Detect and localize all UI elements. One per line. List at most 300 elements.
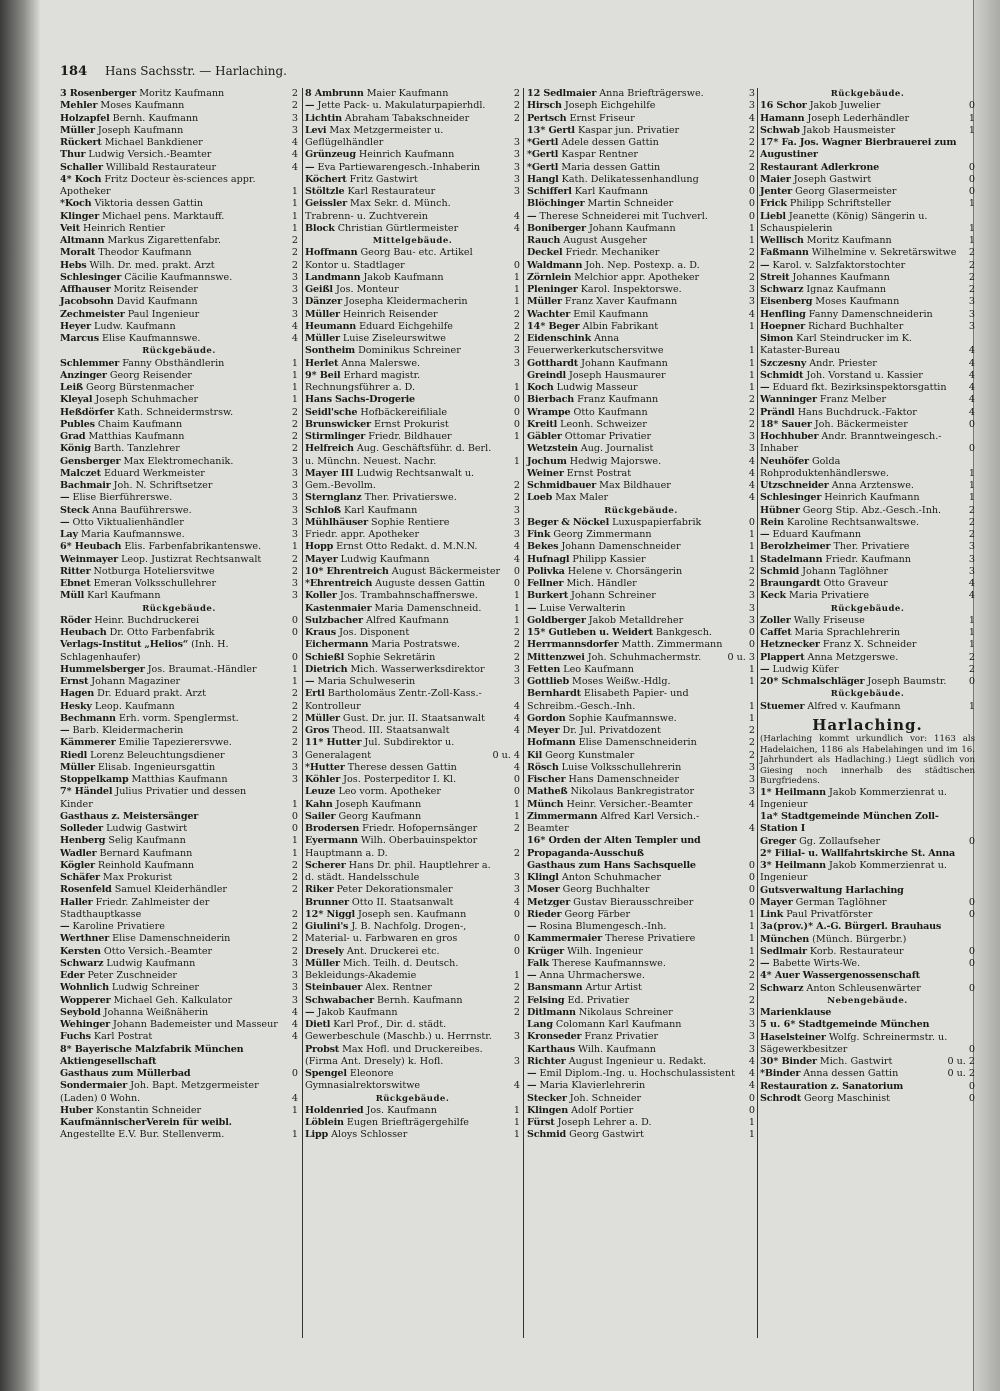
directory-entry (305, 88, 520, 100)
resident-name: Moser (527, 884, 560, 896)
house-number: 9* (305, 369, 317, 381)
resident-name: Marienklause (760, 1007, 832, 1018)
resident-description: Anna Uhrmacherswe. (539, 970, 645, 981)
floor-number: 1 (748, 235, 755, 246)
directory-entry (305, 652, 520, 664)
page-number: 184 (60, 64, 88, 79)
house-number: 5 u. 6* (760, 1019, 796, 1031)
resident-description: Eduard Werkmeister (103, 467, 205, 479)
adjacent-page-edge (973, 0, 1000, 1391)
resident-name: Scherer (305, 859, 346, 871)
directory-entry (527, 174, 755, 186)
resident-name: Altmann (60, 235, 105, 246)
floor-number: 1 (748, 541, 755, 553)
directory-entry (60, 1117, 298, 1142)
floor-number: 3 (748, 1031, 755, 1043)
resident-description: Emil Kaufmann (573, 308, 649, 320)
floor-number: 1 (748, 908, 755, 920)
resident-description: Joh. Vorstand u. Kassier (806, 369, 923, 381)
resident-name: Solleder (60, 823, 103, 834)
directory-entry (760, 505, 975, 517)
floor-number: 2 (748, 957, 755, 969)
resident-description: Ernst Postrat (566, 467, 632, 479)
resident-description: Viktoria dessen Gattin (94, 198, 204, 210)
resident-name: Stoppelkamp (60, 774, 129, 785)
resident-name: Gros (305, 725, 330, 736)
floor-number: 1 (513, 1104, 520, 1116)
floor-number: 3 (513, 149, 520, 161)
floor-number: 1 (291, 1129, 298, 1141)
house-number: 13* (527, 124, 546, 136)
directory-entry (527, 872, 755, 884)
resident-name: Münch (527, 798, 564, 810)
directory-entry (527, 88, 755, 100)
floor-number: 2 (291, 725, 298, 736)
directory-entry (60, 982, 298, 994)
resident-name: Riker (305, 884, 334, 896)
directory-entry (760, 1019, 975, 1031)
resident-name: Koller (305, 590, 337, 602)
directory-entry (60, 774, 298, 786)
resident-description: Albin Fabrikant (582, 320, 659, 332)
directory-entry (760, 554, 975, 566)
resident-name: Löblein (305, 1117, 344, 1128)
directory-entry (305, 505, 520, 517)
directory-entry (527, 884, 755, 896)
resident-description: Ludwig Kaufmann (106, 957, 196, 969)
directory-entry (527, 296, 755, 308)
resident-name: Rückert (60, 137, 102, 148)
resident-name: Thur (60, 149, 86, 161)
directory-entry (760, 946, 975, 958)
resident-description: Michael Bankdiener (104, 137, 203, 148)
directory-entry (760, 578, 975, 590)
house-number: 14* (527, 320, 546, 332)
directory-entry (527, 443, 755, 455)
resident-description: Eva Partiewarengesch.-Inhaberin (317, 161, 481, 173)
resident-description: Maria Schulweserin (317, 676, 416, 687)
resident-name: Gotthardt (527, 357, 579, 369)
resident-description: Emil Diplom.-Ing. u. Hochschulassistent (539, 1068, 735, 1079)
resident-description: Johann Bademeister und Masseur (113, 1019, 278, 1030)
directory-entry (305, 443, 520, 468)
resident-description: Heinrich Reisender (342, 308, 438, 320)
resident-name: Schmalschläger (781, 676, 865, 687)
floor-number: 1 (291, 1104, 298, 1116)
directory-entry (60, 431, 298, 443)
resident-description: Andr. Branntweingesch.-Inhaber (760, 431, 942, 455)
directory-entry (760, 664, 975, 676)
resident-name: Ditlmann (527, 1006, 576, 1018)
floor-number: 3 (291, 761, 298, 773)
directory-entry (760, 860, 975, 885)
floor-number: 1 (968, 198, 975, 210)
resident-name: Gutleben u. Weidert (548, 627, 653, 638)
resident-description: Peter Zuschneider (87, 970, 177, 981)
resident-description: Lorenz Beleuchtungsdiener (90, 749, 225, 761)
resident-description: Fanny Obsthändlerin (122, 357, 225, 369)
directory-entry (60, 848, 298, 860)
resident-name: Weiner (527, 467, 564, 479)
directory-entry (60, 456, 298, 468)
resident-name: Anzinger (60, 369, 107, 381)
directory-entry (60, 1068, 298, 1080)
floor-number: 2 (291, 553, 298, 565)
floor-number: 3 (513, 357, 520, 369)
resident-description: Georg Kaufmann (338, 810, 422, 822)
house-number: 18* (760, 418, 779, 430)
resident-description: Wilh. Dr. med. prakt. Arzt (89, 259, 215, 271)
resident-description: Ed. Privatier (567, 994, 630, 1006)
directory-entry (527, 762, 755, 774)
resident-name: Boniberger (527, 222, 586, 234)
floor-number: 3 (748, 761, 755, 773)
resident-name: Gäbler (527, 431, 562, 442)
resident-description: Jeanette (König) Sängerin u. Schauspielerin (760, 210, 928, 234)
resident-name: Probst (305, 1043, 340, 1055)
resident-description: Karoline Privatiere (72, 921, 165, 932)
house-number: 17* (760, 137, 779, 148)
floor-number: 1 (513, 382, 520, 393)
directory-entry (305, 921, 520, 946)
resident-name: Henfling (760, 308, 806, 320)
resident-description: Maier Kaufmann (366, 88, 449, 99)
resident-description: Karl Restaurateur (347, 186, 436, 197)
floor-number: 1 (748, 320, 755, 332)
resident-name: Schwabacher (305, 994, 374, 1006)
resident-description: Johann Kaufmann (588, 222, 676, 234)
directory-entry (60, 517, 298, 529)
house-number: 3a(prov.)* (760, 921, 814, 933)
floor-number: 3 (748, 786, 755, 798)
directory-entry (305, 284, 520, 296)
resident-name: Malczet (60, 467, 101, 479)
resident-description: Jakob Kaufmann (363, 271, 444, 283)
floor-number: 2 (291, 884, 298, 896)
resident-description: Heinrich Rentier (83, 222, 165, 234)
directory-entry (527, 933, 755, 945)
floor-number: 0 (513, 933, 520, 945)
directory-entry (527, 737, 755, 749)
directory-entry (305, 468, 520, 493)
resident-description: Angestellte E.V. Bur. Stellenverm. (60, 1129, 225, 1141)
floor-number: 1 (513, 614, 520, 626)
resident-description: Joseph Gastwirt (793, 173, 872, 185)
floor-number: 2 (748, 737, 755, 749)
resident-name: *Hutter (305, 761, 345, 773)
resident-name: *Binder (760, 1068, 801, 1080)
resident-description: Fanny Damenschneiderin (808, 308, 933, 320)
resident-name: Mittenzwei (527, 651, 585, 663)
resident-description: Hans Damenschneider (568, 774, 679, 785)
directory-entry (760, 382, 975, 394)
resident-description: Joseph Baumstr. (867, 676, 947, 687)
directory-entry (305, 909, 520, 921)
resident-name: Dänzer (305, 296, 342, 308)
directory-entry (527, 1068, 755, 1080)
resident-description: Joseph Schuhmacher (95, 394, 199, 406)
resident-name: Jochum (527, 455, 567, 467)
directory-entry (527, 909, 755, 921)
resident-name: Müll (60, 590, 85, 602)
resident-name: Seidl'sche (305, 406, 358, 418)
floor-number: 4 (748, 1055, 755, 1067)
resident-description: Alfred Karl Versich.-Beamter (527, 810, 700, 834)
resident-description: Friedr. Hofopernsänger (362, 823, 478, 834)
resident-description: Aug. Journalist (580, 443, 654, 455)
directory-entry (760, 309, 975, 321)
resident-description: Max Prokurist (102, 872, 173, 883)
floor-number: 2 (291, 859, 298, 871)
resident-description: Jakob Kommerzienrat u. Ingenieur (760, 860, 947, 884)
floor-number: 4 (968, 369, 975, 381)
directory-entry (527, 492, 755, 504)
resident-name: Fa. Jos. Wagner Bierbrauerei zum Augustiner (760, 137, 957, 161)
floor-number: 0 (968, 100, 975, 112)
house-number: 30* (760, 1056, 779, 1067)
resident-description: Matth. Zimmermann (621, 639, 723, 651)
directory-entry (527, 211, 755, 223)
resident-description: Dr. Jul. Privatdozent (562, 725, 661, 736)
directory-entry (305, 639, 520, 651)
directory-entry (527, 1117, 755, 1129)
resident-name: Blöchinger (527, 198, 585, 210)
floor-number: 3 (291, 578, 298, 589)
resident-name: König (60, 443, 91, 455)
resident-name: Ambrunn (314, 88, 364, 99)
resident-description: Jos. Trambahnschaffnerswe. (339, 590, 478, 602)
floor-number: 3 (291, 480, 298, 491)
resident-name: Schlesinger (760, 492, 822, 504)
resident-name: Schaller (60, 161, 103, 173)
resident-name: Hoepner (760, 320, 806, 332)
floor-number: 1 (513, 455, 520, 467)
resident-description: Franz Privatier (584, 1031, 659, 1043)
resident-description: Ludwig Masseur (556, 382, 638, 393)
directory-entry (527, 982, 755, 994)
floor-number: 1 (968, 480, 975, 491)
resident-name: A.-G. Bürgerl. Brauhaus München (760, 921, 942, 945)
directory-entry (60, 468, 298, 480)
resident-name: Beil (319, 369, 341, 381)
resident-description: Joh. Bapt. Metzgermeister (Laden) 0 Wohn. (60, 1080, 259, 1104)
floor-number: 2 (291, 431, 298, 442)
resident-name: Fetten (527, 663, 561, 675)
directory-entry (305, 100, 520, 112)
resident-description: Therese dessen Gattin (347, 761, 457, 773)
floor-number: 0 u. 4 (492, 749, 520, 761)
resident-description: Luise Volksschullehrerin (561, 761, 682, 773)
floor-number: 1 (748, 1129, 755, 1141)
resident-description: Therese Schneiderei mit Tuchverl. (539, 210, 708, 222)
floor-number: 3 (968, 320, 975, 332)
resident-name: Sedlmaier (543, 88, 597, 99)
directory-entry (305, 149, 520, 161)
resident-name: Rauch (527, 235, 561, 246)
resident-name: Plappert (760, 651, 805, 663)
directory-entry (527, 1105, 755, 1117)
resident-name: Huber (60, 1104, 93, 1116)
resident-description: Barb. Kleidermacherin (72, 725, 184, 736)
resident-name: Heilmann (774, 860, 826, 871)
resident-description: Ludwig Küfer (772, 663, 839, 675)
resident-description: Philipp Kassier (572, 553, 646, 565)
resident-description: Eugen Briefträgergehilfe (346, 1117, 469, 1128)
resident-description: Johann Kaufmann (581, 357, 668, 369)
directory-entry (60, 615, 298, 627)
directory-entry (60, 149, 298, 161)
resident-description: German Taglöhner (795, 896, 887, 908)
resident-name: Steinbauer (305, 982, 363, 994)
directory-entry (527, 590, 755, 602)
floor-number: 4 (513, 541, 520, 553)
directory-entry (60, 480, 298, 492)
directory-entry (527, 407, 755, 419)
directory-entry (760, 247, 975, 259)
resident-description: Luise Verwalterin (539, 602, 626, 614)
floor-number: 0 (968, 1080, 975, 1092)
directory-entry (760, 983, 975, 995)
directory-entry (60, 921, 298, 933)
resident-name: Bierbach (527, 394, 575, 406)
directory-entry (760, 394, 975, 406)
resident-name: Heßdörfer (60, 406, 115, 418)
floor-number: 3 (291, 749, 298, 761)
resident-name: Kreitl (527, 418, 558, 430)
resident-name: Stuemer (760, 700, 805, 712)
directory-entry (305, 370, 520, 395)
resident-description: Matthias Kaufmann (88, 431, 185, 442)
resident-name: Heubach (74, 541, 122, 553)
directory-entry (527, 137, 755, 149)
resident-description: Elise Damenschneiderin (112, 933, 231, 945)
directory-entry (305, 590, 520, 602)
resident-name: Ritter (60, 565, 91, 577)
resident-name: — (527, 970, 537, 981)
resident-description: August Ausgeher (563, 235, 647, 246)
resident-name: — (60, 725, 70, 736)
directory-entry (305, 529, 520, 541)
resident-description: Ludw. Kaufmann (93, 320, 176, 332)
resident-name: — (60, 492, 70, 504)
floor-number: 2 (513, 994, 520, 1006)
house-number: 16 (760, 100, 774, 112)
resident-name: Schmid (760, 565, 800, 577)
floor-number: 3 (748, 602, 755, 614)
resident-name: Wrampe (527, 406, 571, 418)
resident-description: Bernh. Kaufmann (112, 112, 199, 124)
floor-number: 0 (968, 909, 975, 920)
directory-entry (760, 639, 975, 651)
directory-entry (305, 174, 520, 186)
resident-name: Schloß (305, 504, 341, 516)
floor-number: 0 u. 2 (947, 1068, 975, 1080)
floor-number: 4 (291, 1019, 298, 1030)
floor-number: 1 (513, 1129, 520, 1141)
directory-entry (760, 517, 975, 529)
directory-entry (527, 541, 755, 553)
resident-name: Rosenfeld (60, 884, 112, 896)
floor-number: 3 (748, 614, 755, 626)
resident-description: Fritz Gastwirt (349, 173, 418, 185)
resident-description: Theodor Kaufmann (98, 247, 192, 259)
column-divider (523, 88, 524, 1338)
floor-number: 0 (968, 161, 975, 173)
resident-name: Stadtgemeinde München Zoll-Station I (760, 811, 939, 835)
resident-name: Zoller (760, 614, 791, 626)
directory-entry (527, 1044, 755, 1056)
floor-number: 1 (513, 602, 520, 614)
resident-description: Jakob Kommerzienrat u. Ingenieur (760, 786, 947, 810)
resident-name: — (60, 921, 70, 932)
directory-entry (527, 688, 755, 713)
floor-number: 3 (291, 467, 298, 479)
floor-number: 3 (291, 957, 298, 969)
directory-entry (305, 492, 520, 504)
floor-number: 3 (748, 774, 755, 785)
directory-entry (305, 419, 520, 431)
resident-name: Stöltzle (305, 186, 345, 197)
directory-entry (760, 529, 975, 541)
resident-description: David Kaufmann (116, 296, 198, 308)
directory-entry (527, 921, 755, 933)
floor-number: 1 (968, 700, 975, 712)
resident-description: Elise Bierführerswe. (72, 492, 173, 504)
resident-description: Anna Feuerwerkerkutschersvitwe (527, 333, 664, 357)
resident-name: Eisenberg (760, 296, 813, 308)
floor-number: 2 (748, 970, 755, 981)
floor-number: 1 (513, 590, 520, 602)
floor-number: 1 (291, 835, 298, 847)
resident-description: Adele dessen Gattin (561, 137, 659, 148)
resident-description: Maria Kaufmannswe. (81, 529, 185, 540)
directory-entry (527, 235, 755, 247)
resident-name: Keck (760, 590, 786, 602)
floor-number: 1 (748, 553, 755, 565)
resident-description: (Münch. Bürgerbr.) (812, 933, 907, 945)
directory-entry (60, 333, 298, 345)
directory-entry (60, 407, 298, 419)
resident-description: Moritz Kaufmann (139, 88, 225, 99)
directory-entry (527, 799, 755, 811)
directory-entry (60, 627, 298, 639)
resident-name: *Koch (60, 198, 92, 210)
resident-name: Moralt (60, 247, 96, 259)
resident-description: Franz Xaver Kaufmann (564, 296, 678, 308)
directory-entry (305, 186, 520, 198)
resident-name: Caffet (760, 627, 792, 638)
directory-entry (305, 603, 520, 615)
floor-number: 3 (291, 124, 298, 136)
resident-name: — (760, 958, 770, 969)
resident-name: Marcus (60, 333, 99, 344)
directory-entry (527, 1129, 755, 1141)
running-title: Hans Sachsstr. — Harlaching. (104, 64, 287, 78)
floor-number: 0 (748, 198, 755, 210)
floor-number: 3 (968, 565, 975, 577)
resident-description: Jos. Monteur (335, 284, 399, 295)
directory-entry (527, 309, 755, 321)
directory-entry (527, 272, 755, 284)
floor-number: 0 (513, 394, 520, 406)
resident-description: Dr. Otto Farbenfabrik (109, 627, 215, 638)
directory-entry (760, 958, 975, 970)
floor-number: 1 (748, 663, 755, 675)
house-number: 15* (527, 627, 546, 638)
resident-name: Hummelsberger (60, 663, 145, 675)
floor-number: 3 (291, 504, 298, 516)
directory-entry (305, 823, 520, 835)
